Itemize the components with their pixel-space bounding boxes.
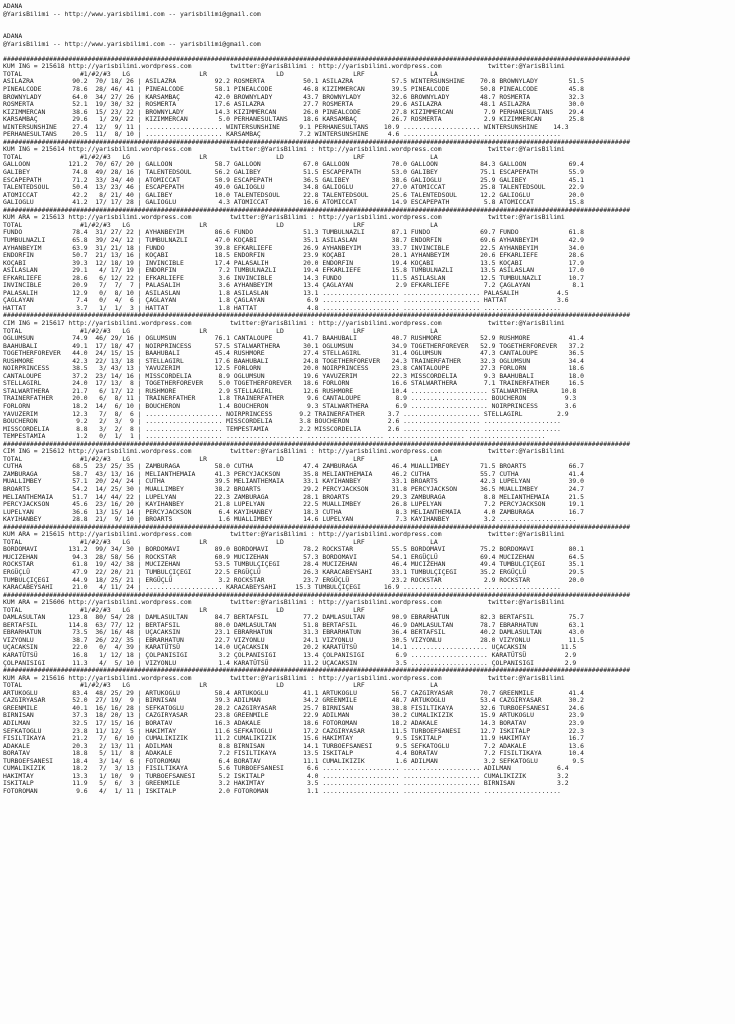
text-line: AYHANBEYIM 63.9 31/ 21/ 18 | FUNDO 39.8 EFKARLIEFE 26.9 AYHANBEYIM 33.7 INVINCIBLE 22.5 AYHANBEYIM 34.0 xyxy=(3,243,584,252)
text-line: ÇOLPANISIGI 11.3 4/ 5/ 10 | VIZYONLU 1.4 KARATÜTSÜ 11.2 UÇACAKSIN 3.5 .................... ÇOLPANISIGI 2.9 xyxy=(3,658,577,667)
text-line: KUM ING = 215618 http://yarisbilimi.wordpress.com twitter:@YarisBilimi : http://yarisbilimi.wordpress.com twitter:@YarisBilimi xyxy=(3,62,565,71)
text-line: MUALLIMBEY 57.1 20/ 24/ 24 | CUTHA 39.5 MELIANTHEMAIA 33.1 KAYIHANBEY 33.1 BROARTS 42.3 LUPELYAN 39.0 xyxy=(3,477,584,486)
text-line: TOTAL #1/#2/#3 LG LR LD LRF LA xyxy=(3,152,438,161)
text-line: TUMBULÇIÇEGI 44.9 18/ 25/ 21 | ERGÜÇLÜ 3.2 ROCKSTAR 23.7 ERGÜÇLÜ 23.2 ROCKSTAR 2.9 ROCKSTAR 20.0 xyxy=(3,575,584,584)
text-line: FORLORN 18.2 14/ 6/ 10 | BOUCHERON 1.4 BOUCHERON 9.3 STALWARTHERA 6.9 .................... NOIRPRINCESS 3.6 xyxy=(3,401,577,410)
text-line: ADAKALE 20.3 2/ 13/ 11 | ADILMAN 8.8 BIRNISAN 14.1 TURBOEFSANESI 9.5 SEFKATOGLU 7.2 ADAKALE 13.6 xyxy=(3,741,584,750)
text-line: BAAHUBALI 49.1 17/ 18/ 47 | NOIRPRINCESS 57.5 STALWARTHERA 30.1 OGLUMSUN 34.9 TOGETHERFOREVER 52.9 TOGETHERFOREVER 37.2 xyxy=(3,341,584,350)
text-line: HATTAT 3.7 1/ 1/ 3 | HATTAT 1.8 HATTAT 4.8 .................... .................... .................... xyxy=(3,303,561,312)
text-line: GALLOON 121.2 70/ 67/ 20 | GALLOON 58.7 GALLOON 67.0 GALLOON 70.0 GALLOON 84.3 GALLOON 69.4 xyxy=(3,160,584,169)
separator-line: ################################################################################################################################################################### xyxy=(3,137,631,146)
text-line: CIM ING = 215612 http://yarisbilimi.wordpress.com twitter:@YarisBilimi : http://yarisbilimi.wordpress.com twitter:@YarisBilimi xyxy=(3,447,565,456)
text-line: PERHANESULTANS 20.5 11/ 8/ 10 | .................... KARSAMBAÇ 7.2 WINTERSUNSHINE 4.6 .................... .................... xyxy=(3,130,561,139)
text-line: BROWNYLADY 64.0 34/ 27/ 26 | KARSAMBAÇ 42.0 BROWNYLADY 43.7 BROWNYLADY 32.6 BROWNYLADY 48.7 ROSMERTA 32.3 xyxy=(3,92,584,101)
text-line: @YarisBilimi -- http://www.yarisbilimi.com -- yarisbilimi@gmail.com xyxy=(3,9,261,18)
text-line: MUCIZEHAN 94.3 28/ 58/ 56 | ROCKSTAR 60.9 MUCIZEHAN 57.3 BORDOMAVI 54.1 ERGÜÇLÜ 69.4 MUCIZEHAN 64.5 xyxy=(3,552,584,561)
text-line: CANTALOUPE 37.2 23/ 14/ 16 | MISSCORDELIA 8.9 OGLUMSUN 19.6 YAVUZERIM 22.3 MISSCORDELIA 9.3 BAAHUBALI 18.0 xyxy=(3,371,584,380)
text-line: GALIBEY 74.8 49/ 28/ 16 | TALENTEDSOUL 56.2 GALIBEY 51.5 ESCAPEPATH 53.0 GALIBEY 75.1 ESCAPEPATH 55.9 xyxy=(3,168,584,177)
text-line: ROCKSTAR 61.8 19/ 42/ 38 | MUCIZEHAN 53.5 TUMBULÇIÇEGI 28.4 MUCIZEHAN 46.4 MUCIZEHAN 49.4 TUMBULÇIÇEGI 35.1 xyxy=(3,560,584,569)
text-line: STALWARTHERA 21.7 6/ 17/ 12 | RUSHMORE 2.9 STELLAGIRL 12.6 RUSHMORE 10.4 .................... STALWARTHERA 10.8 xyxy=(3,386,577,395)
text-line: INVINCIBLE 20.9 7/ 7/ 7 | PALASALIH 3.6 AYHANBEYIM 13.4 ÇAGLAYAN 2.9 EFKARLIEFE 7.2 ÇAGLAYAN 8.1 xyxy=(3,281,584,290)
text-line: NOIRPRINCESS 38.5 3/ 43/ 13 | YAVUZERIM 12.5 FORLORN 20.0 NOIRPRINCESS 23.8 CANTALOUPE 27.3 FORLORN 18.6 xyxy=(3,364,584,373)
text-line: TUMBULNAZLI 65.8 39/ 24/ 12 | TUMBULNAZLI 47.0 KOÇABI 35.1 ASILASLAN 38.7 ENDORFIN 69.6 AYHANBEYIM 42.9 xyxy=(3,235,584,244)
text-line: LUPELYAN 36.6 13/ 15/ 14 | PERCYJACKSON 6.4 KAYIHANBEY 18.3 CUTHA 8.3 MELIANTHEMAIA 4.0 ZAMBURAGA 16.7 xyxy=(3,507,584,516)
text-line: TEMPESTAMIA 1.2 0/ 1/ 1 | .................... .................... .................... .................... .................... xyxy=(3,432,546,441)
text-line: GALIOGLU 41.2 17/ 17/ 28 | GALIOGLU 4.3 ATOMICCAT 16.6 ATOMICCAT 14.9 ESCAPEPATH 5.8 ATOMICCAT 15.8 xyxy=(3,198,584,207)
text-line: SEFKATOGLU 23.8 11/ 12/ 5 | HAKIMTAY 11.6 SEFKATOGLU 17.2 CAZGIRYASAR 11.5 TURBOEFSANESI 12.7 ISKITALP 22.3 xyxy=(3,726,584,735)
text-line: CIM ING = 215617 http://yarisbilimi.wordpress.com twitter:@YarisBilimi : http://yarisbilimi.wordpress.com twitter:@YarisBilimi xyxy=(3,318,565,327)
text-line: ARTUKOGLU 83.4 48/ 25/ 29 | ARTUKOGLU 58.4 ARTUKOGLU 41.1 ARTUKOGLU 56.7 CAZGIRYASAR 70.7 GREENMILE 41.4 xyxy=(3,688,584,697)
text-line: OGLUMSUN 74.9 46/ 29/ 16 | OGLUMSUN 76.1 CANTALOUPE 41.7 BAAHUBALI 40.7 RUSHMORE 52.9 RUSHMORE 41.4 xyxy=(3,334,584,343)
separator-line: ################################################################################################################################################################### xyxy=(3,205,631,214)
text-line: ADILMAN 32.5 17/ 15/ 16 | BORATAV 16.3 ADAKALE 18.6 FOTOROMAN 18.2 ADAKALE 14.3 BORATAV 23.9 xyxy=(3,718,584,727)
text-line: PINEALCODE 78.6 28/ 46/ 41 | PINEALCODE 58.1 PINEALCODE 46.8 KIZIMMERCAN 39.5 PINEALCODE 50.8 PINEALCODE 45.8 xyxy=(3,85,584,94)
text-line: KARSAMBAÇ 29.6 1/ 29/ 22 | KIZIMMERCAN 5.0 PERHANESULTANS 18.6 KARSAMBAÇ 26.7 ROSMERTA 2.9 KIZIMMERCAN 25.8 xyxy=(3,115,584,124)
text-line: KUM ARA = 215606 http://yarisbilimi.wordpress.com twitter:@YarisBilimi : http://yarisbilimi.wordpress.com twitter:@YarisBilimi xyxy=(3,598,565,607)
text-line: KUM ARA = 215613 http://yarisbilimi.wordpress.com twitter:@YarisBilimi : http://yarisbilimi.wordpress.com twitter:@YarisBilimi xyxy=(3,213,565,222)
text-line: DAMLASULTAN 123.8 80/ 54/ 28 | DAMLASULTAN 84.7 BERTAFSIL 77.2 DAMLASULTAN 90.9 EBRARHATUN 82.3 BERTAFSIL 75.7 xyxy=(3,613,584,622)
text-line: PERCYJACKSON 45.6 23/ 16/ 20 | KAYIHANBEY 21.8 LUPELYAN 22.5 MUALLIMBEY 26.8 LUPELYAN 7.2 PERCYJACKSON 19.1 xyxy=(3,500,584,509)
separator-line: ################################################################################################################################################################### xyxy=(3,522,631,531)
text-line: KARATÜTSÜ 16.8 1/ 12/ 18 | ÇOLPANISIGI 3.2 ÇOLPANISIGI 13.4 ÇOLPANISIGI 6.9 .................... KARATÜTSÜ 2.9 xyxy=(3,651,577,660)
text-line: KOÇABI 39.3 12/ 18/ 19 | INVINCIBLE 17.4 PALASALIH 20.0 ENDORFIN 19.4 KOÇABI 13.5 KOÇABI 17.9 xyxy=(3,258,584,267)
text-line: KUM ARA = 215615 http://yarisbilimi.wordpress.com twitter:@YarisBilimi : http://yarisbilimi.wordpress.com twitter:@YarisBilimi xyxy=(3,530,565,539)
text-line: ASILASLAN 29.1 4/ 17/ 19 | ENDORFIN 7.2 TUMBULNAZLI 19.4 EFKARLIEFE 15.8 TUMBULNAZLI 13.5 ASILASLAN 17.0 xyxy=(3,266,584,275)
text-line: BORATAV 18.8 5/ 11/ 8 | ADAKALE 7.2 FISILTIKAYA 13.5 ISKITALP 4.4 BORATAV 7.2 FISILTIKAYA 10.4 xyxy=(3,749,584,758)
text-line: FISILTIKAYA 21.2 7/ 6/ 10 | CUMALIKIZIK 11.2 CUMALIKIZIK 15.6 HAKIMTAY 9.5 ISKITALP 11.9 HAKIMTAY 16.7 xyxy=(3,734,584,743)
text-line: BOUCHERON 9.2 2/ 3/ 9 | .................... MISSCORDELIA 3.8 BOUCHERON 2.6 .................... .................... xyxy=(3,417,561,426)
separator-line: ################################################################################################################################################################### xyxy=(3,439,631,448)
text-line: RUSHMORE 42.3 22/ 13/ 18 | STELLAGIRL 17.6 BAAHUBALI 24.8 TOGETHERFOREVER 24.3 TRAINERFATHER 32.3 OGLUMSUN 34.4 xyxy=(3,356,584,365)
text-line: ATOMICCAT 42.2 8/ 21/ 40 | GALIBEY 10.0 TALENTEDSOUL 22.8 TALENTEDSOUL 25.6 TALENTEDSOUL 12.2 GALIOGLU 20.0 xyxy=(3,190,584,199)
text-line: ZAMBURAGA 58.7 43/ 13/ 16 | MELIANTHEMAIA 41.3 PERCYJACKSON 35.8 MELIANTHEMAIA 46.2 CUTHA 55.7 CUTHA 41.4 xyxy=(3,469,584,478)
text-line: MELIANTHEMAIA 51.7 14/ 44/ 22 | LUPELYAN 22.3 ZAMBURAGA 28.1 BROARTS 29.3 ZAMBURAGA 8.8 MELIANTHEMAIA 21.5 xyxy=(3,492,584,501)
text-line: TOTAL #1/#2/#3 LG LR LD LRF LA xyxy=(3,537,438,546)
separator-line: ################################################################################################################################################################### xyxy=(3,54,631,63)
text-line: ÇAGLAYAN 7.4 0/ 4/ 6 | ÇAGLAYAN 1.8 ÇAGLAYAN 6.9 .................... .................... HATTAT 3.6 xyxy=(3,296,569,305)
text-line: BIRNISAN 37.3 18/ 20/ 13 | CAZGIRYASAR 23.8 GREENMILE 22.9 ADILMAN 30.2 CUMALIKIZIK 15.9 ARTUKOGLU 23.9 xyxy=(3,711,584,720)
text-line: CUMALIKIZIK 18.2 7/ 3/ 13 | FISILTIKAYA 5.6 TURBOEFSANESI 6.6 .................... .................... ADILMAN 6.4 xyxy=(3,764,569,773)
text-line: KUM ARA = 215616 http://yarisbilimi.wordpress.com twitter:@YarisBilimi : http://yarisbilimi.wordpress.com twitter:@YarisBilimi xyxy=(3,673,565,682)
text-line: EBRARHATUN 73.5 36/ 16/ 48 | UÇACAKSIN 23.1 EBRARHATUN 31.3 EBRARHATUN 36.4 BERTAFSIL 40.2 DAMLASULTAN 43.0 xyxy=(3,628,584,637)
text-line: ROSMERTA 52.1 19/ 30/ 32 | ROSMERTA 17.6 ASILAZRA 27.7 ROSMERTA 29.6 ASILAZRA 48.1 ASILAZRA 30.0 xyxy=(3,100,584,109)
text-line: TALENTEDSOUL 50.4 13/ 23/ 46 | ESCAPEPATH 49.0 GALIOGLU 34.8 GALIOGLU 27.0 ATOMICCAT 25.8 TALENTEDSOUL 22.9 xyxy=(3,183,584,192)
text-line: TOTAL #1/#2/#3 LG LR LD LRF LA xyxy=(3,681,438,690)
text-line: ADANA xyxy=(3,2,23,10)
text-line: MISSCORDELIA 8.8 3/ 2/ 8 | .................... TEMPESTAMIA 2.2 MISSCORDELIA 2.6 .................... .................... xyxy=(3,424,561,433)
text-line: FOTOROMAN 9.6 4/ 1/ 11 | ISKITALP 2.0 FOTOROMAN 1.1 .................... .................... .................... xyxy=(3,786,561,795)
text-line: KUM ING = 215614 http://yarisbilimi.wordpress.com twitter:@YarisBilimi : http://yarisbilimi.wordpress.com twitter:@YarisBilimi xyxy=(3,145,565,154)
text-line: BERTAFSIL 114.8 63/ 77/ 12 | BERTAFSIL 80.0 DAMLASULTAN 51.8 BERTAFSIL 46.9 DAMLASULTAN 78.7 EBRARHATUN 63.1 xyxy=(3,620,584,629)
text-line: TOGETHERFOREVER 44.0 24/ 15/ 15 | BAAHUBALI 45.4 RUSHMORE 27.4 STELLAGIRL 31.4 OGLUMSUN 47.3 CANTALOUPE 36.5 xyxy=(3,349,584,358)
separator-line: ################################################################################################################################################################### xyxy=(3,666,631,675)
text-line: WINTERSUNSHINE 27.4 12/ 9/ 11 | .................... WINTERSUNSHINE 9.1 PERHANESULTANS 10.9 .................... WINTERSUNSHINE 14.3 xyxy=(3,122,569,131)
text-line: ASILAZRA 90.2 70/ 18/ 26 | ASILAZRA 92.2 ROSMERTA 50.1 ASILAZRA 57.5 WINTERSUNSHINE 70.8 BROWNYLADY 51.5 xyxy=(3,77,584,86)
text-line: TOTAL #1/#2/#3 LG LR LD LRF LA xyxy=(3,220,438,229)
separator-line: ################################################################################################################################################################### xyxy=(3,590,631,599)
text-line: TOTAL #1/#2/#3 LG LR LD LRF LA xyxy=(3,454,438,463)
text-line: KARACABEYSAHI 21.0 4/ 11/ 24 | .................... KARACABEYSAHI 15.3 TUMBULÇIÇEGI 16.9 .................... .................... xyxy=(3,583,561,592)
text-line: CUTHA 68.5 23/ 25/ 35 | ZAMBURAGA 58.0 CUTHA 47.4 ZAMBURAGA 46.4 MUALLIMBEY 71.5 BROARTS 66.7 xyxy=(3,462,584,471)
text-line: CAZGIRYASAR 52.0 27/ 19/ 9 | BIRNISAN 39.3 ADILMAN 34.2 GREENMILE 48.7 ARTUKOGLU 53.4 CAZGIRYASAR 30.2 xyxy=(3,696,584,705)
text-line: EFKARLIEFE 28.6 6/ 12/ 22 | EFKARLIEFE 3.6 INVINCIBLE 14.3 FUNDO 11.5 ASILASLAN 12.5 TUMBULNAZLI 10.7 xyxy=(3,273,584,282)
text-line: BORDOMAVI 131.2 99/ 34/ 30 | BORDOMAVI 89.0 BORDOMAVI 78.2 ROCKSTAR 55.5 BORDOMAVI 75.2 BORDOMAVI 80.1 xyxy=(3,545,584,554)
separator-line: ################################################################################################################################################################### xyxy=(3,311,631,320)
text-line: GREENMILE 40.1 16/ 16/ 28 | SEFKATOGLU 28.2 CAZGIRYASAR 25.7 BIRNISAN 38.8 FISILTIKAYA 32.6 TURBOEFSANESI 24.6 xyxy=(3,703,584,712)
text-line: TRAINERFATHER 20.0 6/ 8/ 11 | TRAINERFATHER 1.8 TRAINERFATHER 9.6 CANTALOUPE 8.9 .................... BOUCHERON 9.3 xyxy=(3,394,577,403)
text-line: ISKITALP 11.9 5/ 6/ 3 | GREENMILE 3.2 HAKIMTAY 3.5 .................... .................... BIRNISAN 3.2 xyxy=(3,779,569,788)
text-line: ERGÜÇLÜ 47.9 22/ 20/ 21 | TUMBULÇIÇEGI 22.5 ERGÜÇLÜ 26.3 KARACABEYSAHI 33.1 TUMBULÇIÇEGI 35.2 ERGÜÇLÜ 29.5 xyxy=(3,568,584,577)
text-line: @YarisBilimi -- http://www.yarisbilimi.com -- yarisbilimi@gmail.com xyxy=(3,39,261,48)
text-line: BROARTS 54.2 14/ 25/ 30 | MUALLIMBEY 38.2 BROARTS 29.2 PERCYJACKSON 31.8 PERCYJACKSON 36.5 MUALLIMBEY 24.7 xyxy=(3,485,584,493)
text-line: KIZIMMERCAN 38.6 15/ 23/ 22 | BROWNYLADY 14.3 KIZIMMERCAN 26.0 PINEALCODE 27.8 KIZIMMERCAN 7.9 PERHANESULTANS 29.4 xyxy=(3,107,584,116)
text-line: UÇACAKSIN 22.0 0/ 4/ 39 | KARATÜTSÜ 14.0 UÇACAKSIN 20.2 KARATÜTSÜ 14.1 .................... UÇACAKSIN 11.5 xyxy=(3,643,577,652)
text-line: PALASALIH 12.9 0/ 8/ 10 | ASILASLAN 1.8 ASILASLAN 13.1 .................... .................... PALASALIH 4.5 xyxy=(3,288,569,297)
text-line: TOTAL #1/#2/#3 LG LR LD LRF LA xyxy=(3,605,438,614)
text-line: ADANA xyxy=(3,32,23,41)
text-line: TURBOEFSANESI 18.4 3/ 14/ 6 | FOTOROMAN 6.4 BORATAV 11.1 CUMALIKIZIK 1.6 ADILMAN 3.2 SEFKATOGLU 9.5 xyxy=(3,756,584,765)
text-line: FUNDO 78.4 31/ 27/ 22 | AYHANBEYIM 86.6 FUNDO 51.3 TUMBULNAZLI 87.1 FUNDO 69.7 FUNDO 61.8 xyxy=(3,228,584,237)
text-line: YAVUZERIM 12.3 7/ 8/ 6 | .................... NOIRPRINCESS 9.2 TRAINERFATHER 3.7 .................... STELLAGIRL 2.9 xyxy=(3,409,569,418)
text-line: STELLAGIRL 24.0 17/ 13/ 8 | TOGETHERFOREVER 5.0 TOGETHERFOREVER 18.6 FORLORN 16.6 STALWARTHERA 7.1 TRAINERFATHER 16.5 xyxy=(3,379,584,388)
text-line: TOTAL #1/#2/#3 LG LR LD LRF LA xyxy=(3,326,438,335)
text-line: HAKIMTAY 13.3 1/ 10/ 9 | TURBOEFSANESI 5.2 ISKITALP 4.0 .................... .................... CUMALIKIZIK 3.2 xyxy=(3,771,569,780)
text-line: ESCAPEPATH 71.2 33/ 34/ 40 | ATOMICCAT 50.9 ESCAPEPATH 36.5 GALIBEY 38.6 GALIOGLU 25.9 GALIBEY 45.1 xyxy=(3,175,584,184)
text-line: ENDORFIN 50.7 21/ 13/ 16 | KOÇABI 18.5 ENDORFIN 23.9 KOÇABI 20.1 AYHANBEYIM 20.6 EFKARLIEFE 28.6 xyxy=(3,251,584,260)
text-line: KAYIHANBEY 28.8 21/ 9/ 10 | BROARTS 1.6 MUALLIMBEY 14.6 LUPELYAN 7.3 KAYIHANBEY 3.2 .................... xyxy=(3,515,577,524)
text-line: VIZYONLU 38.7 26/ 22/ 35 | EBRARHATUN 22.7 VIZYONLU 24.1 VIZYONLU 30.5 VIZYONLU 28.0 VIZYONLU 11.5 xyxy=(3,635,584,644)
text-line: TOTAL #1/#2/#3 LG LR LD LRF LA xyxy=(3,69,438,78)
